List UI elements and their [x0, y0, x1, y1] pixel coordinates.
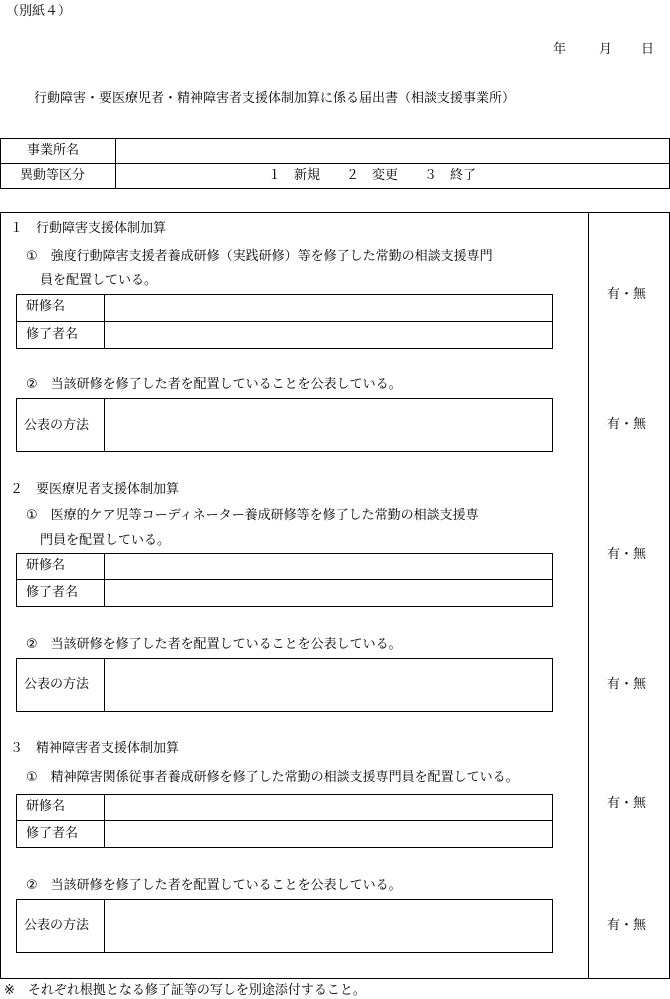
answer-publication[interactable]: 有・無 — [607, 677, 647, 692]
date-day: 日 — [641, 42, 655, 57]
publication-method-field[interactable] — [112, 905, 547, 947]
date-year: 年 — [553, 42, 567, 57]
publication-method-label: 公表の方法 — [24, 918, 90, 933]
training-name-label: 研修名 — [26, 299, 66, 314]
answer-publication[interactable]: 有・無 — [607, 417, 647, 432]
section-heading: １ 行動障害支援体制加算 — [10, 221, 167, 236]
training-name-field[interactable] — [112, 299, 547, 317]
training-name-field[interactable] — [112, 799, 547, 817]
completer-name-field[interactable] — [112, 826, 547, 844]
item2-text: ② 当該研修を修了した者を配置していることを公表している。 — [26, 878, 402, 893]
answer-assignment[interactable]: 有・無 — [607, 547, 647, 562]
training-name-label: 研修名 — [26, 799, 66, 814]
item1-line2: 門員を配置している。 — [40, 533, 171, 548]
training-name-field[interactable] — [112, 558, 547, 576]
item2-text: ② 当該研修を修了した者を配置していることを公表している。 — [26, 637, 402, 652]
completer-name-label: 修了者名 — [26, 585, 79, 600]
completer-name-field[interactable] — [112, 327, 547, 345]
completer-name-label: 修了者名 — [26, 826, 79, 841]
item1-line1: ① 医療的ケア児等コーディネーター養成研修等を修了した常勤の相談支援専 — [26, 508, 479, 523]
publication-method-field[interactable] — [112, 664, 547, 706]
training-name-label: 研修名 — [26, 558, 66, 573]
document-title: 行動障害・要医療児者・精神障害者支援体制加算に係る届出書（相談支援事業所） — [34, 91, 516, 106]
attachment-label: （別紙４） — [6, 4, 72, 19]
completer-name-field[interactable] — [112, 585, 547, 603]
answer-assignment[interactable]: 有・無 — [607, 796, 647, 811]
item1-line2: 員を配置している。 — [40, 273, 158, 288]
office-name-label: 事業所名 — [27, 143, 80, 158]
change-type-label: 異動等区分 — [20, 168, 86, 183]
section-heading: ３ 精神障害者支援体制加算 — [10, 741, 180, 756]
footnote: ※ それぞれ根拠となる修了証等の写しを別途添付すること。 — [4, 983, 366, 998]
answer-assignment[interactable]: 有・無 — [607, 287, 647, 302]
publication-method-label: 公表の方法 — [24, 418, 90, 433]
answer-publication[interactable]: 有・無 — [607, 918, 647, 933]
answer-column-divider — [588, 212, 589, 979]
change-type-options[interactable]: １ 新規 ２ 変更 ３ 終了 — [268, 168, 477, 183]
publication-method-field[interactable] — [112, 404, 547, 446]
date-month: 月 — [599, 42, 613, 57]
item1-line1: ① 強度行動障害支援者養成研修（実践研修）等を修了した常勤の相談支援専門 — [26, 249, 493, 264]
publication-method-label: 公表の方法 — [24, 677, 90, 692]
item2-text: ② 当該研修を修了した者を配置していることを公表している。 — [26, 377, 402, 392]
item1-line1: ① 精神障害関係従事者養成研修を修了した常勤の相談支援専門員を配置している。 — [26, 770, 519, 785]
completer-name-label: 修了者名 — [26, 327, 79, 342]
section-heading: ２ 要医療児者支援体制加算 — [10, 482, 180, 497]
